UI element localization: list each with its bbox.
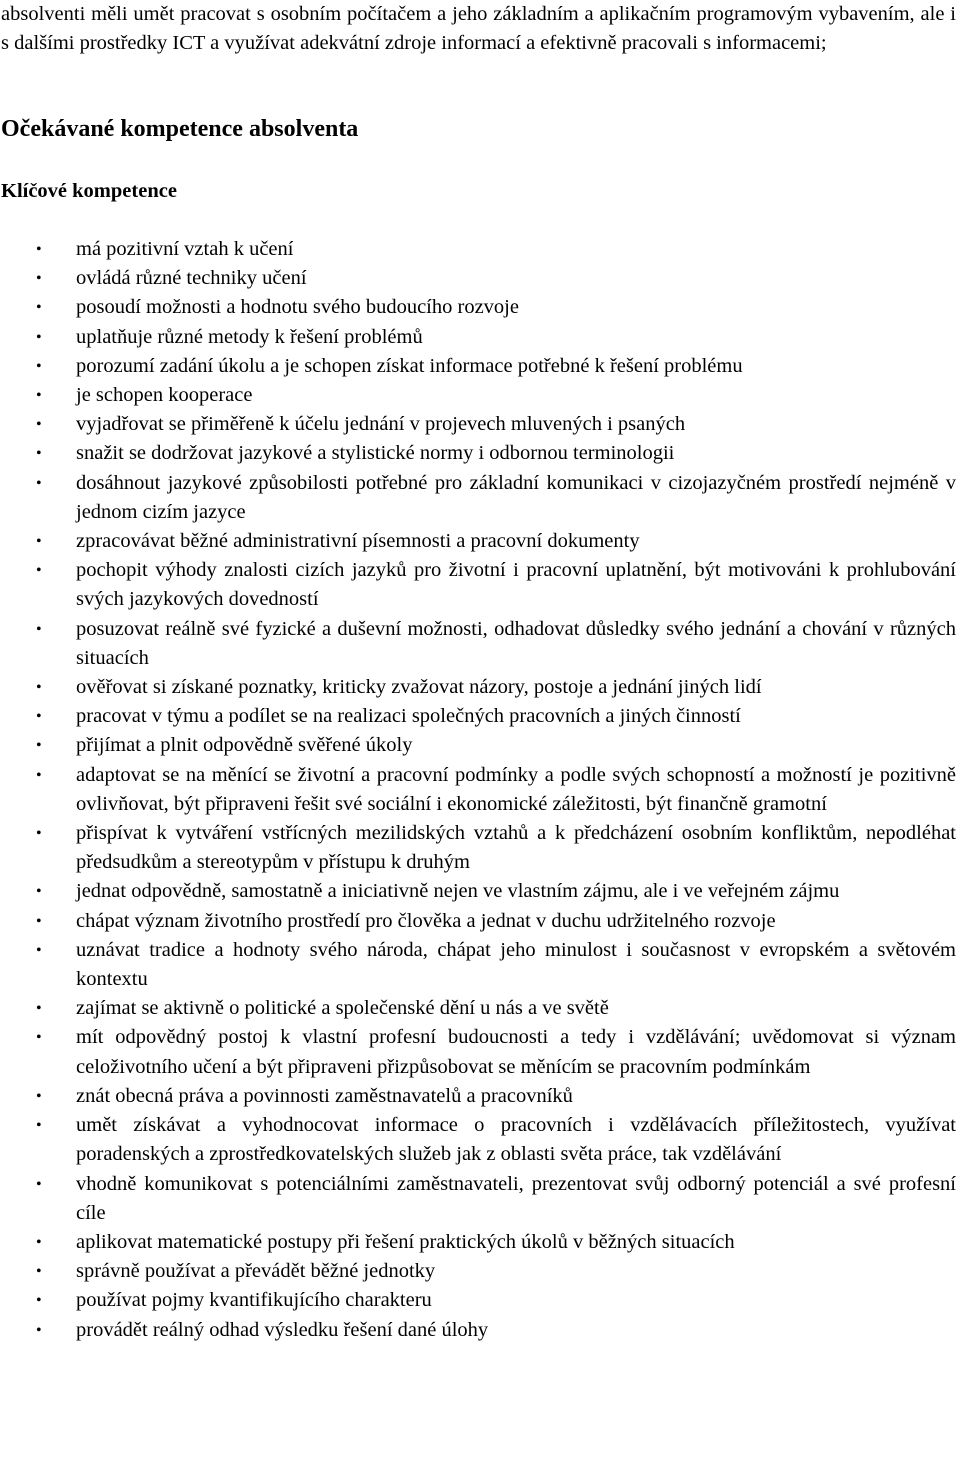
subsection-heading: Klíčové kompetence xyxy=(1,180,177,202)
list-item-text: chápat význam životního prostředí pro člověka a jednat v duchu udržitelného rozvoje xyxy=(76,909,776,932)
bullet-icon: • xyxy=(36,1087,42,1105)
list-item-text: přijímat a plnit odpovědně svěřené úkoly xyxy=(76,734,413,757)
list-item-text: adaptovat se na měnící se životní a pracovní podmínky a podle svých schopností a možností je pozitivně ovlivňovat, být připraveni řešit své sociální i ekonomické záležitosti, být finančně gramotní xyxy=(76,763,956,815)
list-item xyxy=(0,410,956,439)
list-item-text: dosáhnout jazykové způsobilosti potřebné pro základní komunikaci v cizojazyčném prostředí nejméně v jednom cizím jazyce xyxy=(76,471,956,523)
list-item-text: vyjadřovat se přiměřeně k účelu jednání v projevech mluvených i psaných xyxy=(76,413,686,436)
list-item xyxy=(0,1228,956,1257)
bullet-icon: • xyxy=(36,357,42,375)
list-item-text: vhodně komunikovat s potenciálními zaměstnavateli, prezentovat svůj odborný potenciál a své profesní cíle xyxy=(76,1172,956,1224)
list-item xyxy=(0,381,956,410)
bullet-icon: • xyxy=(36,1233,42,1251)
list-item xyxy=(0,731,956,760)
section-heading: Očekávané kompetence absolventa xyxy=(1,116,359,142)
list-item xyxy=(0,323,956,352)
list-item-text: posoudí možnosti a hodnotu svého budoucího rozvoje xyxy=(76,296,519,319)
list-item-text: je schopen kooperace xyxy=(76,384,253,407)
intro-paragraph: absolventi měli umět pracovat s osobním počítačem a jeho základním a aplikačním programovým vybavením, ale i s dalšími prostředky ICT a využívat adekvátní zdroje informací a efektivně pracovali s informacemi; xyxy=(1,3,956,55)
list-item xyxy=(0,877,956,906)
bullet-icon: • xyxy=(36,883,42,901)
bullet-icon: • xyxy=(36,679,42,697)
list-item xyxy=(0,907,956,936)
list-item xyxy=(0,994,956,1023)
list-item-text: posuzovat reálně své fyzické a duševní možnosti, odhadovat důsledky svého jednání a chování v různých situacích xyxy=(76,617,956,669)
list-item xyxy=(0,293,956,322)
bullet-icon: • xyxy=(36,1000,42,1018)
list-item-text: porozumí zadání úkolu a je schopen získat informace potřebné k řešení problému xyxy=(76,354,743,377)
bullet-icon: • xyxy=(36,328,42,346)
list-item xyxy=(0,1257,956,1286)
bullet-icon: • xyxy=(36,1029,42,1047)
bullet-icon: • xyxy=(36,737,42,755)
list-item-text: uznávat tradice a hodnoty svého národa, chápat jeho minulost i současnost v evropském a světovém kontextu xyxy=(76,938,956,991)
bullet-icon: • xyxy=(36,912,42,930)
competence-list xyxy=(0,235,956,1345)
bullet-icon: • xyxy=(36,445,42,463)
list-item xyxy=(0,615,956,673)
list-item-text: znát obecná práva a povinnosti zaměstnavatelů a pracovníků xyxy=(76,1084,573,1107)
list-item xyxy=(0,761,956,819)
bullet-icon: • xyxy=(36,941,42,959)
bullet-icon: • xyxy=(36,1292,42,1310)
list-item-text: správně používat a převádět běžné jednotky xyxy=(76,1260,436,1283)
bullet-icon: • xyxy=(36,1321,42,1339)
list-item-text: zpracovávat běžné administrativní písemnosti a pracovní dokumenty xyxy=(76,530,640,553)
bullet-icon: • xyxy=(36,766,42,784)
list-item xyxy=(0,819,956,877)
list-item xyxy=(0,352,956,381)
list-item xyxy=(0,527,956,556)
bullet-icon: • xyxy=(36,1263,42,1281)
list-item xyxy=(0,439,956,468)
list-item xyxy=(0,264,956,293)
list-item xyxy=(0,673,956,702)
list-item-text: mít odpovědný postoj k vlastní profesní budoucnosti a tedy i vzdělávání; uvědomovat si význam celoživotního učení a být připraveni přizpůsobovat se měnícím se pracovním podmínkám xyxy=(76,1026,956,1078)
list-item-text: přispívat k vytváření vstřícných mezilidských vztahů a k předcházení osobním konfliktům, nepodléhat předsudkům a stereotypům v přístupu k druhým xyxy=(76,822,956,874)
list-item xyxy=(0,556,956,614)
bullet-icon: • xyxy=(36,825,42,843)
bullet-icon: • xyxy=(36,562,42,580)
list-item-text: aplikovat matematické postupy při řešení praktických úkolů v běžných situacích xyxy=(76,1230,735,1253)
bullet-icon: • xyxy=(36,708,42,726)
list-item-text: používat pojmy kvantifikujícího charakteru xyxy=(76,1289,432,1312)
bullet-icon: • xyxy=(36,299,42,317)
list-item xyxy=(0,1286,956,1315)
list-item xyxy=(0,1111,956,1169)
bullet-icon: • xyxy=(36,416,42,434)
list-item-text: má pozitivní vztah k učení xyxy=(76,238,294,260)
list-item xyxy=(0,1170,956,1228)
list-item-text: ovládá různé techniky učení xyxy=(76,267,307,290)
bullet-icon: • xyxy=(36,387,42,405)
list-item xyxy=(0,235,956,264)
list-item-text: uplatňuje různé metody k řešení problémů xyxy=(76,325,423,348)
bullet-icon: • xyxy=(36,241,42,258)
list-item-text: ověřovat si získané poznatky, kriticky zvažovat názory, postoje a jednání jiných lidí xyxy=(76,676,762,699)
bullet-icon: • xyxy=(36,1175,42,1193)
list-item-text: pochopit výhody znalosti cizích jazyků pro životní i pracovní uplatnění, být motivováni k prohlubování svých jazykových dovedností xyxy=(76,559,956,611)
bullet-icon: • xyxy=(36,620,42,638)
list-item-text: snažit se dodržovat jazykové a stylistické normy i odbornou terminologii xyxy=(76,442,675,465)
list-item xyxy=(0,1023,956,1081)
bullet-icon: • xyxy=(36,270,42,288)
bullet-icon: • xyxy=(36,474,42,492)
list-item-text: provádět reálný odhad výsledku řešení dané úlohy xyxy=(76,1318,489,1341)
list-item xyxy=(0,702,956,731)
bullet-icon: • xyxy=(36,1117,42,1135)
list-item-text: umět získávat a vyhodnocovat informace o pracovních i vzdělávacích příležitostech, využívat poradenských a zprostředkovatelských služeb jak z oblasti světa práce, tak vzdělávání xyxy=(76,1114,956,1166)
list-item-text: pracovat v týmu a podílet se na realizaci společných pracovních a jiných činností xyxy=(76,705,741,728)
list-item xyxy=(0,936,956,994)
bullet-icon: • xyxy=(36,533,42,551)
list-item xyxy=(0,1082,956,1111)
list-item-text: zajímat se aktivně o politické a společenské dění u nás a ve světě xyxy=(76,997,609,1020)
list-item xyxy=(0,1316,956,1345)
list-item xyxy=(0,469,956,527)
list-item-text: jednat odpovědně, samostatně a iniciativně nejen ve vlastním zájmu, ale i ve veřejném zájmu xyxy=(76,880,840,903)
